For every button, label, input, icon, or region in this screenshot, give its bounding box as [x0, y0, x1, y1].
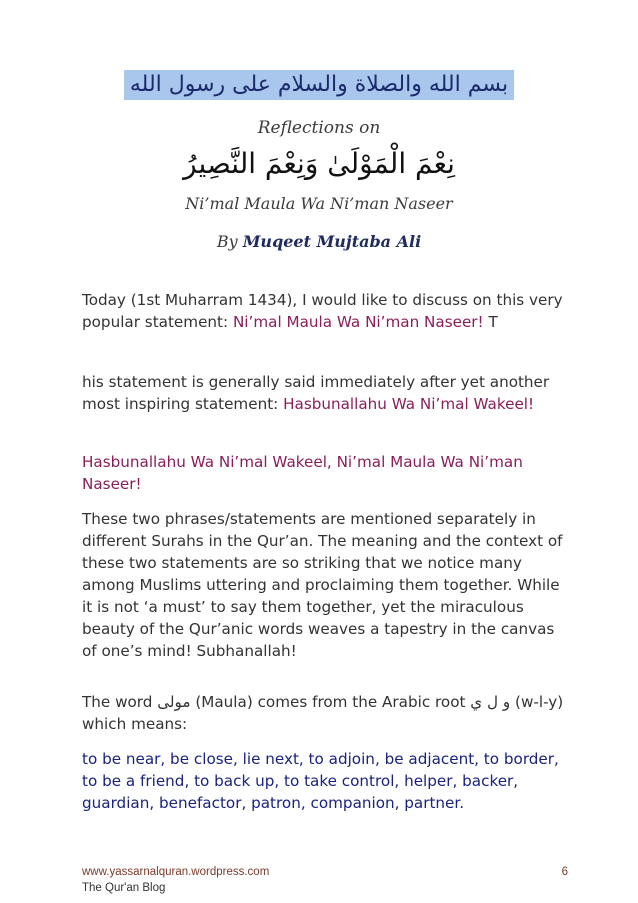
by-label: By: [216, 232, 238, 251]
paragraph-context: These two phrases/statements are mentioned separately in different Surahs in the Qur’an. The meaning and the context of these two statements are so striking that we notice many among Muslims uttering and proclaiming them together. While it is not ‘a must’ to say them together, yet the miraculous beauty of the Qur’anic words weaves a tapestry in the canvas of one’s mind! Subhanallah!: [82, 510, 563, 660]
paragraph-statement: [82, 371, 568, 415]
paragraph-text: The word: [82, 693, 158, 711]
page-number: 6: [561, 866, 568, 878]
highlighted-phrase: Hasbunallahu Wa Ni’mal Wakeel!: [283, 395, 535, 413]
arabic-root: و ل ي: [470, 693, 511, 711]
arabic-word-maula: مولى: [157, 693, 191, 711]
paragraph-word-root: [82, 691, 568, 735]
meanings-list: to be near, be close, lie next, to adjoin, be adjacent, to border, to be a friend, to back up, to take control, helper, backer, guardian, benefactor, patron, companion, partner.: [82, 750, 559, 812]
paragraph-tail: T: [483, 313, 498, 331]
paragraph-text: (w-l-y) which means:: [82, 693, 564, 733]
footer-website-link[interactable]: www.yassarnalquran.wordpress.com: [82, 866, 270, 878]
footer-website-line: [82, 866, 568, 878]
byline: [0, 232, 638, 251]
bismillah-header: [0, 70, 638, 100]
arabic-title: نِعْمَ الْمَوْلَىٰ وَنِعْمَ النَّصِيرُ: [183, 147, 455, 180]
transliteration-title: Ni’mal Maula Wa Ni’man Naseer: [185, 194, 453, 213]
reflections-on-label: Reflections on: [257, 118, 381, 138]
highlighted-phrase: Ni’mal Maula Wa Ni’man Naseer!: [232, 313, 484, 331]
bismillah-text: بسم الله والصلاة والسلام على رسول الله: [124, 70, 514, 100]
paragraph-text: (Maula) comes from the Arabic root: [190, 693, 471, 711]
paragraph-combined-phrase: Hasbunallahu Wa Ni’mal Wakeel, Ni’mal Maula Wa Ni’man Naseer!: [82, 453, 523, 493]
author-name: Muqeet Mujtaba Ali: [242, 232, 422, 251]
paragraph-text: Today (1st Muharram 1434), I would like to discuss on this very popular statement:: [82, 291, 563, 331]
paragraph-intro: [82, 289, 568, 333]
footer-blog-name: The Qur'an Blog: [82, 882, 166, 894]
paragraph-text: his statement is generally said immediately after yet another most inspiring statement:: [82, 373, 550, 413]
